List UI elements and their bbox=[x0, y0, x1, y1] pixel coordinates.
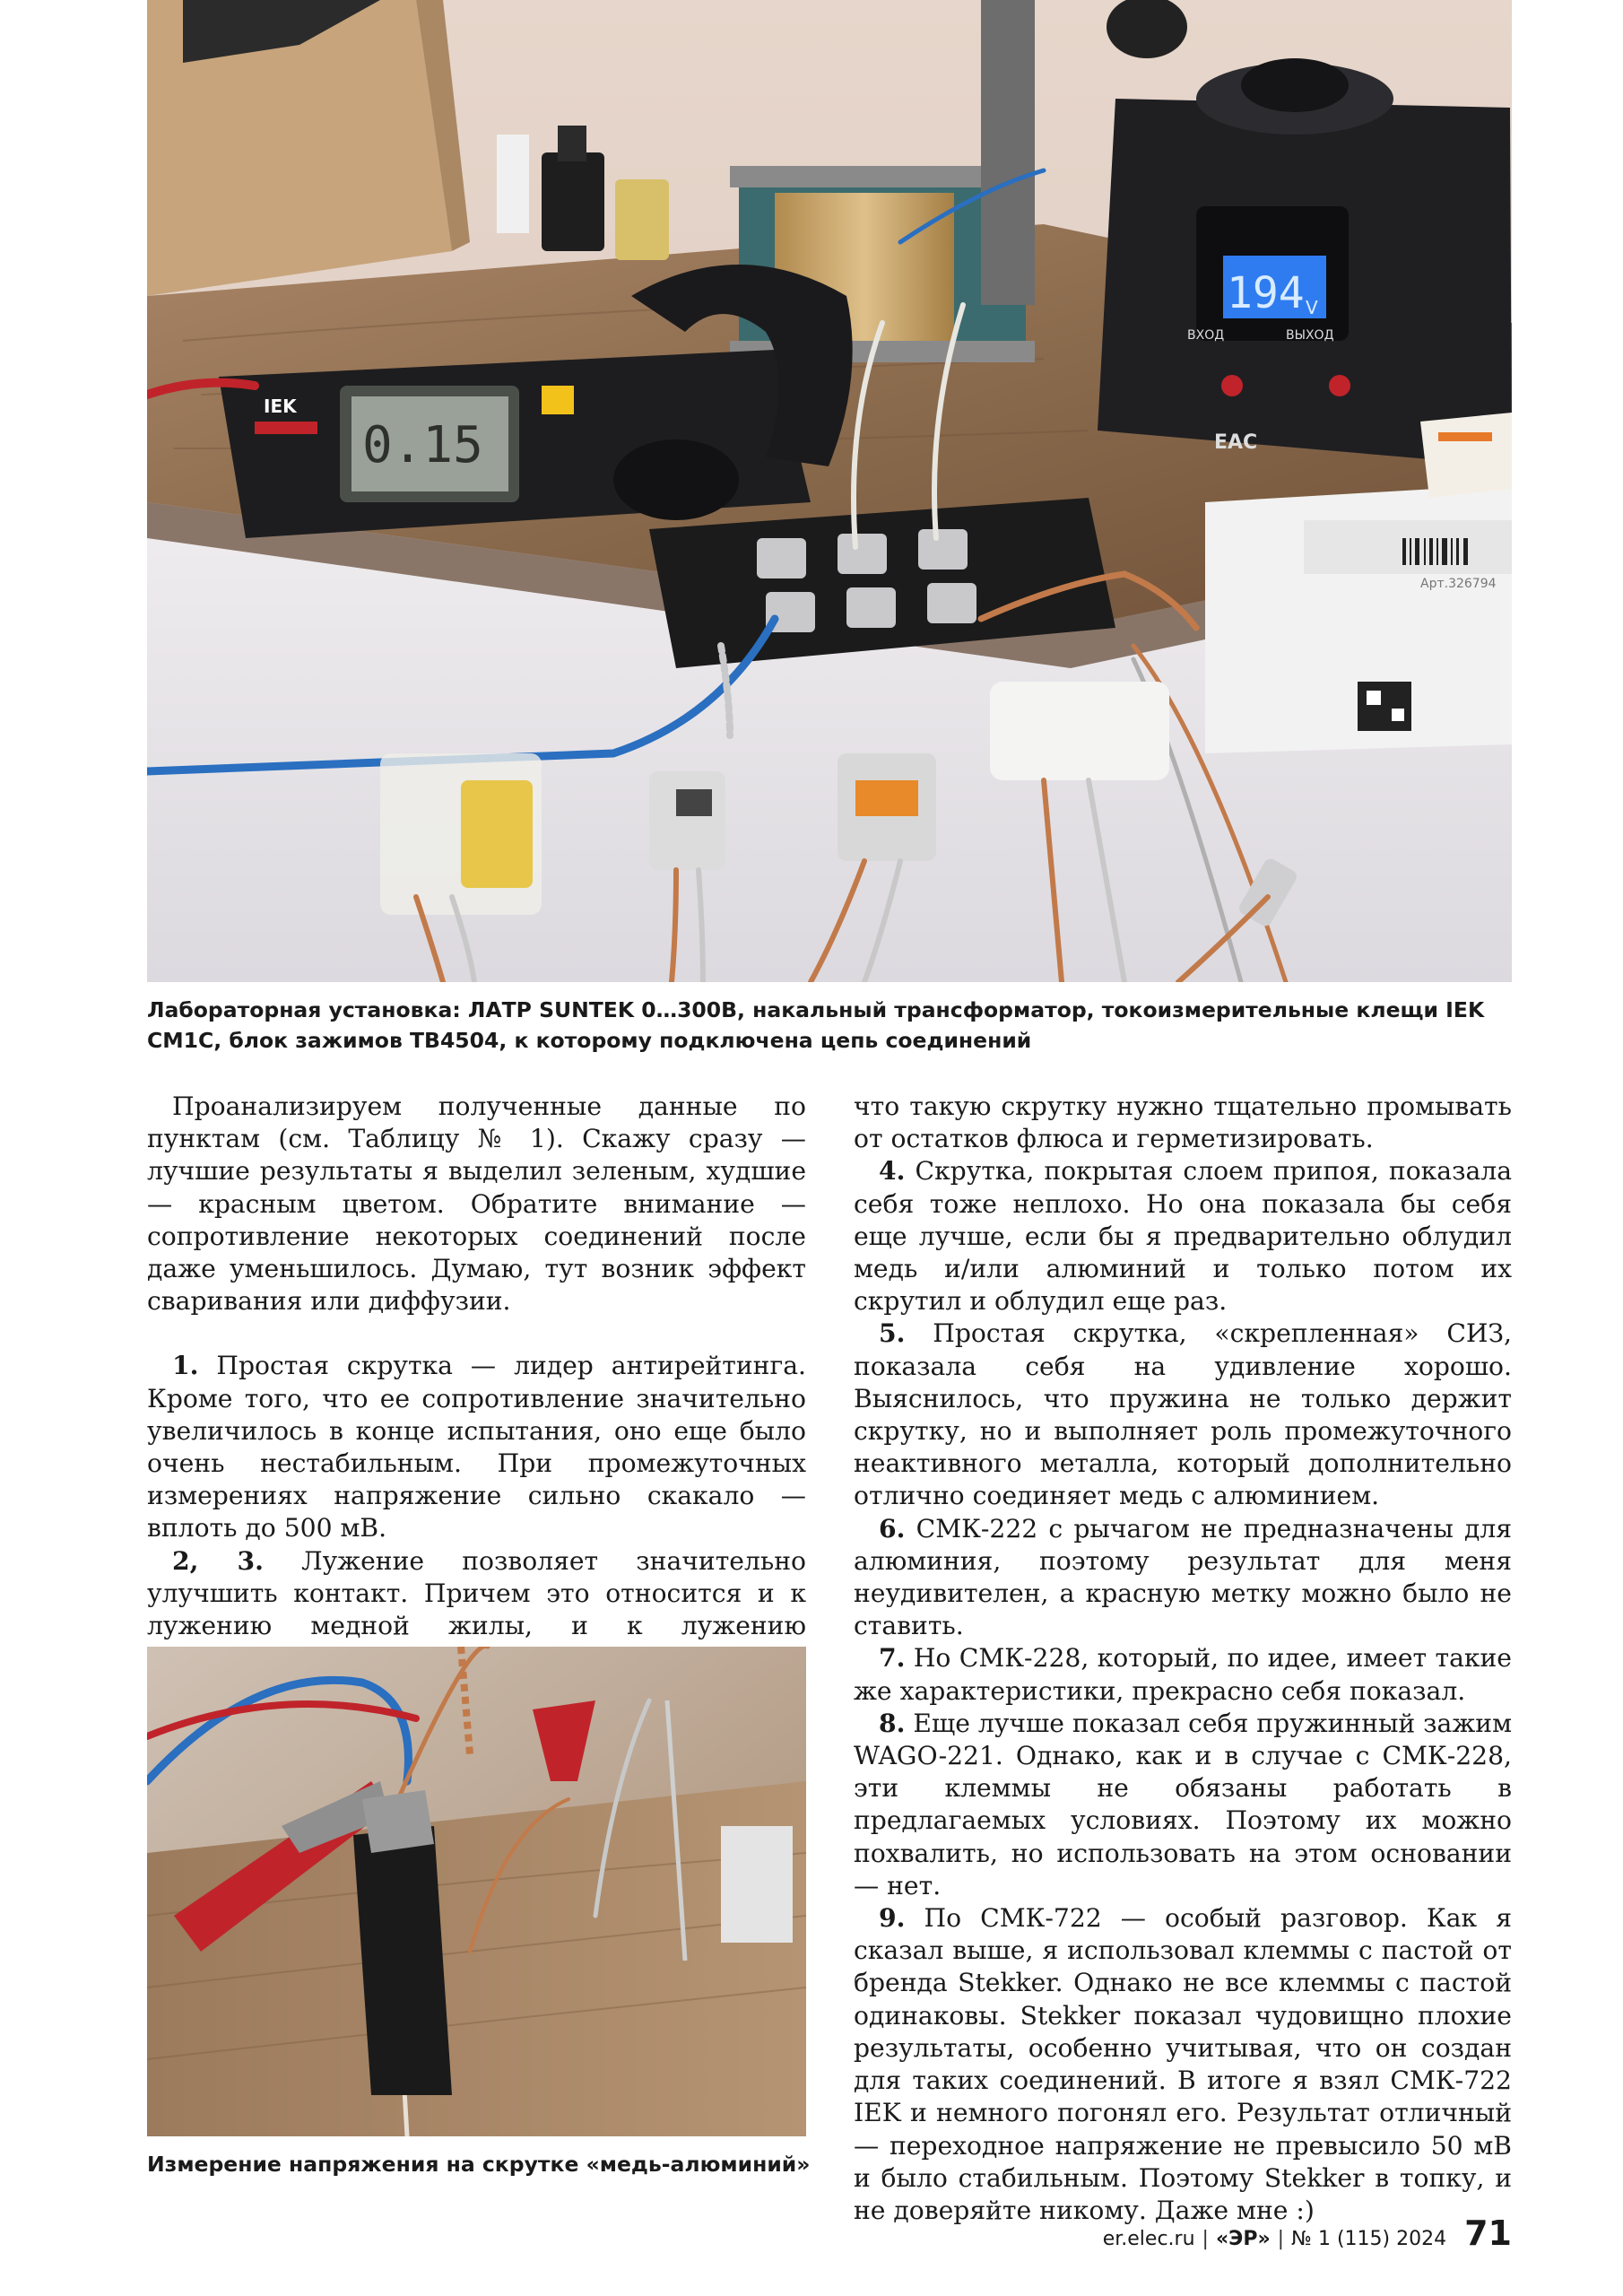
article-intro: Проанализируем полученные данные по пунктам (см. Таблицу № 1). Скажу сразу — лучшие результаты я выделил зеленым, худшие — красным цветом. Обратите внимание — сопротивление некоторых соединений после даже уменьшилось. Думаю, тут возник эффект сваривания или диффузии. bbox=[147, 1091, 806, 1317]
clamp-meter-brand: IEK bbox=[264, 396, 297, 417]
article-item-5-number: 5. bbox=[879, 1318, 906, 1349]
article-item-5-text: Простая скрутка, «скрепленная» СИЗ, показала себя на удивление хорошо. Выяснилось, что пружина не только держит скрутку, но и выполняет роль промежуточного неактивного металла, который дополнительно отлично соединяет медь с алюминием. bbox=[854, 1318, 1512, 1511]
lab-setup-photo bbox=[147, 0, 1512, 982]
latr-display-unit: V bbox=[1306, 297, 1318, 318]
article-column-left bbox=[147, 1091, 806, 1674]
article-item-8-text: Еще лучше показал себя пружинный зажим WAGO-221. Однако, как и в случае с СМК-228, эти клеммы не обязаны работать в предлагаемых условиях. Поэтому их можно похвалить, но использовать на этом основании — нет. bbox=[854, 1708, 1512, 1900]
lab-setup-illustration bbox=[147, 0, 1512, 982]
article-item-1 bbox=[147, 1350, 806, 1544]
article-item-2-3-continued: что такую скрутку нужно тщательно промывать от остатков флюса и герметизировать. bbox=[854, 1091, 1512, 1154]
article-item-5 bbox=[854, 1318, 1512, 1512]
article-item-7 bbox=[854, 1642, 1512, 1707]
article-item-7-text: Но СМК-228, который, по идее, имеет такие же характеристики, прекрасно себя показал. bbox=[854, 1643, 1512, 1706]
article-item-6-number: 6. bbox=[879, 1513, 906, 1544]
article-item-2-3-number: 2, 3. bbox=[172, 1545, 264, 1576]
article-item-2-3-text: Лужение позволяет значительно улучшить контакт. Причем это относится и к лужению медной жилы, и к лужению bbox=[147, 1545, 806, 1641]
footer-issue: № 1 (115) 2024 bbox=[1291, 2228, 1447, 2250]
footer-separator-1: | bbox=[1202, 2228, 1209, 2250]
article-item-6-text: СМК-222 с рычагом не предназначены для алюминия, поэтому результат для меня неудивителен, а красную метку можно было не ставить. bbox=[854, 1513, 1513, 1641]
page-number: 71 bbox=[1464, 2213, 1512, 2253]
article-item-8 bbox=[854, 1708, 1512, 1902]
article-item-4-number: 4. bbox=[879, 1156, 906, 1187]
article-item-4-text: Скрутка, покрытая слоем припоя, показала себя тоже неплохо. Но она показала бы себя еще лучше, если бы я предварительно облудил медь и/или алюминий и только потом их скрутил и облудил еще раз. bbox=[854, 1156, 1512, 1317]
article-item-6 bbox=[854, 1513, 1512, 1643]
latr-display-reading: 194 bbox=[1227, 268, 1305, 318]
footer-separator-2: | bbox=[1277, 2228, 1285, 2250]
latr-eac-mark: EAC bbox=[1214, 431, 1258, 454]
latr-label-out: ВЫХОД bbox=[1286, 328, 1334, 343]
article-item-1-text: Простая скрутка — лидер антирейтинга. Кроме того, что ее сопротивление значительно увеличилось в конце испытания, оно еще было очень нестабильным. При промежуточных измерениях напряжение сильно скакало — вплоть до 500 мВ. bbox=[147, 1351, 806, 1544]
voltage-measurement-photo bbox=[147, 1647, 806, 2136]
article-item-4 bbox=[854, 1155, 1512, 1318]
article-item-9 bbox=[854, 1902, 1512, 2227]
article-item-9-text: По СМК-722 — особый разговор. Как я сказал выше, я использовал клеммы с пастой от бренда Stekker. Однако не все клеммы с пастой одинаковы. Stekker показал чудовищно плохие результаты, особенно учитывая, что он создан для таких соединений. В итоге я взял СМК-722 IEK и немного погонял его. Результат отличный — переходное напряжение не превысило 50 мВ и было стабильным. Поэтому Stekker в топку, и не доверяйте никому. Даже мне :) bbox=[854, 1903, 1512, 2225]
article-item-1-number: 1. bbox=[172, 1351, 199, 1381]
lab-setup-caption: Лабораторная установка: ЛАТР SUNTEK 0…300В, накальный трансформатор, токоизмерительные клещи IEK CM1C, блок зажимов ТВ4504, к которому подключена цепь соединений bbox=[147, 997, 1485, 1053]
article-item-8-number: 8. bbox=[879, 1708, 906, 1738]
article-item-9-number: 9. bbox=[879, 1903, 906, 1934]
article-item-7-number: 7. bbox=[879, 1643, 906, 1674]
voltage-measurement-illustration bbox=[147, 1647, 806, 2136]
latr-label-in: ВХОД bbox=[1187, 328, 1225, 343]
footer-site: er.elec.ru bbox=[1102, 2228, 1195, 2250]
footer-journal: «ЭР» bbox=[1215, 2228, 1271, 2250]
breaker-article-sticker: Арт.326794 bbox=[1420, 577, 1497, 591]
page-footer bbox=[1102, 2213, 1512, 2253]
svg-text:0.15: 0.15 bbox=[362, 416, 483, 474]
voltage-measurement-caption: Измерение напряжения на скрутке «медь-алюминий» bbox=[147, 2152, 811, 2177]
article-column-right bbox=[854, 1091, 1512, 2227]
